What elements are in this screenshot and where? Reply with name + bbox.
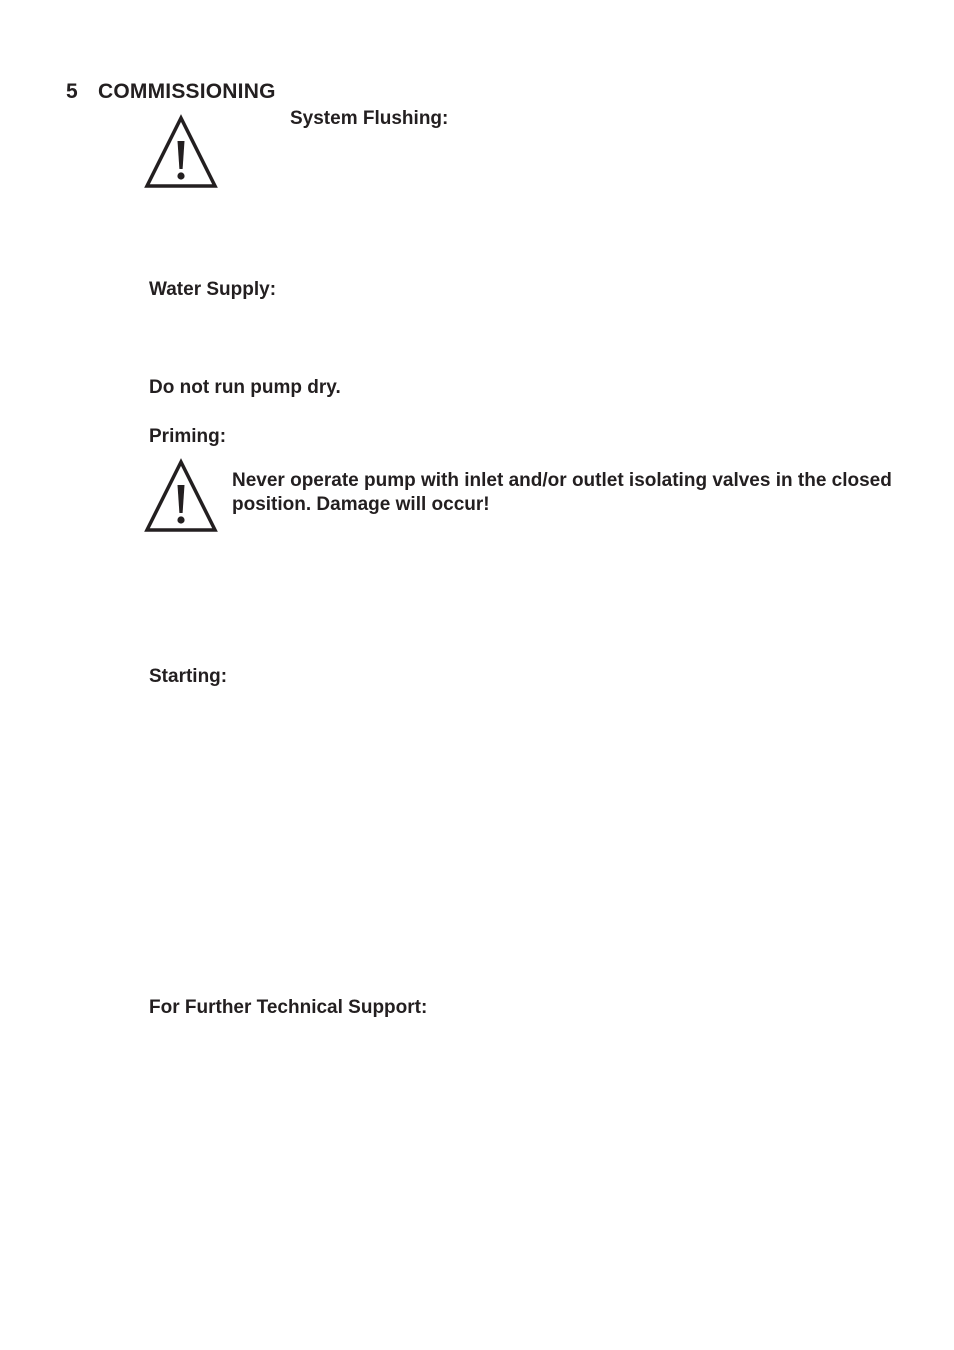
- section-title: COMMISSIONING: [98, 80, 276, 103]
- technical-support-heading: For Further Technical Support:: [149, 997, 428, 1018]
- priming-heading: Priming:: [149, 426, 227, 447]
- dry-run-warning: Do not run pump dry.: [149, 377, 341, 398]
- valve-warning-text: Never operate pump with inlet and/or outlet isolating valves in the closed position. Damage will occur!: [232, 470, 892, 515]
- section-number: 5: [66, 80, 78, 103]
- water-supply-heading: Water Supply:: [149, 279, 277, 300]
- warning-triangle-icon: [144, 458, 218, 532]
- section-heading: [66, 80, 276, 104]
- starting-heading: Starting:: [149, 666, 228, 687]
- warning-triangle-icon: [144, 114, 218, 188]
- system-flushing-heading: System Flushing:: [290, 108, 449, 129]
